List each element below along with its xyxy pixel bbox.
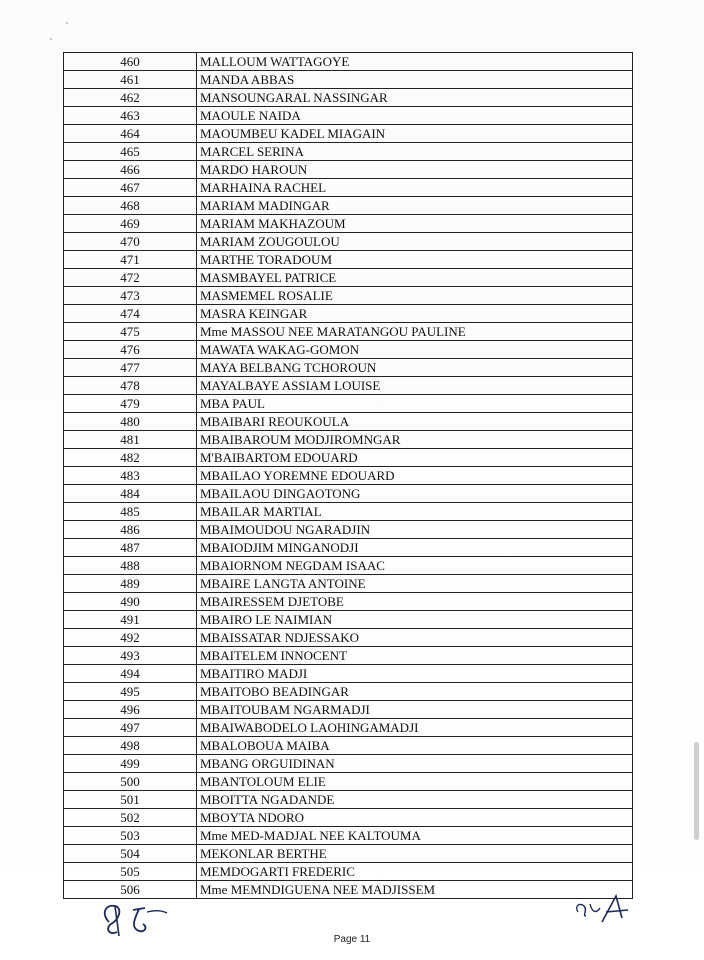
row-name: MEKONLAR BERTHE (197, 845, 633, 863)
row-name: MBAIODJIM MINGANODJI (197, 539, 633, 557)
table-row (64, 827, 633, 845)
row-name: MAYALBAYE ASSIAM LOUISE (197, 377, 633, 395)
row-name: MAYA BELBANG TCHOROUN (197, 359, 633, 377)
row-name: MBANTOLOUM ELIE (197, 773, 633, 791)
row-number: 468 (64, 197, 197, 215)
row-name: MBOITTA NGADANDE (197, 791, 633, 809)
table-row (64, 233, 633, 251)
table-row (64, 683, 633, 701)
row-number: 463 (64, 107, 197, 125)
row-name: MBAIRESSEM DJETOBE (197, 593, 633, 611)
row-number: 503 (64, 827, 197, 845)
table-row (64, 665, 633, 683)
table-row (64, 323, 633, 341)
table-row (64, 179, 633, 197)
table-row (64, 449, 633, 467)
table-row (64, 107, 633, 125)
row-number: 487 (64, 539, 197, 557)
row-number: 465 (64, 143, 197, 161)
row-number: 488 (64, 557, 197, 575)
row-number: 478 (64, 377, 197, 395)
row-name: MARHAINA RACHEL (197, 179, 633, 197)
page-number: Page 11 (333, 934, 371, 945)
row-number: 471 (64, 251, 197, 269)
table-row (64, 215, 633, 233)
row-name: MARTHE TORADOUM (197, 251, 633, 269)
row-number: 460 (64, 53, 197, 71)
row-name: MBAIRO LE NAIMIAN (197, 611, 633, 629)
row-name: MARCEL SERINA (197, 143, 633, 161)
row-number: 464 (64, 125, 197, 143)
row-number: 476 (64, 341, 197, 359)
row-number: 490 (64, 593, 197, 611)
row-name: MAOUMBEU KADEL MIAGAIN (197, 125, 633, 143)
row-name: MBOYTA NDORO (197, 809, 633, 827)
row-name: MBAILAR MARTIAL (197, 503, 633, 521)
row-number: 497 (64, 719, 197, 737)
row-name: MEMDOGARTI FREDERIC (197, 863, 633, 881)
table-row (64, 845, 633, 863)
row-name: MARDO HAROUN (197, 161, 633, 179)
row-name: MANDA ABBAS (197, 71, 633, 89)
row-name: MASMEMEL ROSALIE (197, 287, 633, 305)
table-row (64, 701, 633, 719)
row-number: 484 (64, 485, 197, 503)
row-number: 506 (64, 881, 197, 899)
table-row (64, 791, 633, 809)
table-row (64, 719, 633, 737)
table-row (64, 557, 633, 575)
table-row (64, 809, 633, 827)
table-row (64, 737, 633, 755)
row-number: 495 (64, 683, 197, 701)
row-number: 485 (64, 503, 197, 521)
row-number: 475 (64, 323, 197, 341)
row-number: 480 (64, 413, 197, 431)
row-number: 477 (64, 359, 197, 377)
table-row (64, 197, 633, 215)
row-name: Mme MED-MADJAL NEE KALTOUMA (197, 827, 633, 845)
row-name: MALLOUM WATTAGOYE (197, 53, 633, 71)
row-number: 492 (64, 629, 197, 647)
row-number: 470 (64, 233, 197, 251)
row-name: MBALOBOUA MAIBA (197, 737, 633, 755)
row-number: 501 (64, 791, 197, 809)
row-number: 481 (64, 431, 197, 449)
table-row (64, 629, 633, 647)
table-row (64, 575, 633, 593)
row-name: MBANG ORGUIDINAN (197, 755, 633, 773)
scan-speck (66, 22, 68, 24)
row-name: MBAISSATAR NDJESSAKO (197, 629, 633, 647)
table-row (64, 395, 633, 413)
table-row (64, 485, 633, 503)
row-number: 500 (64, 773, 197, 791)
row-name: MBAIRE LANGTA ANTOINE (197, 575, 633, 593)
table-row (64, 539, 633, 557)
row-number: 462 (64, 89, 197, 107)
table-row (64, 413, 633, 431)
row-number: 472 (64, 269, 197, 287)
row-name: MBAIBARI REOUKOULA (197, 413, 633, 431)
row-number: 496 (64, 701, 197, 719)
table-row (64, 251, 633, 269)
names-table-body (64, 53, 633, 899)
table-row (64, 305, 633, 323)
row-number: 486 (64, 521, 197, 539)
row-name: MBAITOUBAM NGARMADJI (197, 701, 633, 719)
table-row (64, 89, 633, 107)
row-name: MAOULE NAIDA (197, 107, 633, 125)
table-row (64, 269, 633, 287)
table-row (64, 341, 633, 359)
table-row (64, 503, 633, 521)
row-number: 483 (64, 467, 197, 485)
row-number: 499 (64, 755, 197, 773)
row-name: MBAILAOU DINGAOTONG (197, 485, 633, 503)
row-name: MANSOUNGARAL NASSINGAR (197, 89, 633, 107)
table-row (64, 593, 633, 611)
table-row (64, 161, 633, 179)
row-name: MBAILAO YOREMNE EDOUARD (197, 467, 633, 485)
signature-right-icon (572, 892, 632, 927)
row-number: 466 (64, 161, 197, 179)
row-number: 479 (64, 395, 197, 413)
row-number: 494 (64, 665, 197, 683)
row-name: MBAIORNOM NEGDAM ISAAC (197, 557, 633, 575)
table-row (64, 863, 633, 881)
row-name: MBAIMOUDOU NGARADJIN (197, 521, 633, 539)
table-row (64, 143, 633, 161)
table-row (64, 431, 633, 449)
row-number: 491 (64, 611, 197, 629)
row-number: 473 (64, 287, 197, 305)
row-number: 482 (64, 449, 197, 467)
row-number: 461 (64, 71, 197, 89)
row-name: MBAITIRO MADJI (197, 665, 633, 683)
row-number: 493 (64, 647, 197, 665)
table-row (64, 125, 633, 143)
row-name: Mme MASSOU NEE MARATANGOU PAULINE (197, 323, 633, 341)
row-number: 505 (64, 863, 197, 881)
table-row (64, 377, 633, 395)
row-number: 502 (64, 809, 197, 827)
row-name: MBA PAUL (197, 395, 633, 413)
row-name: MARIAM ZOUGOULOU (197, 233, 633, 251)
row-name: M'BAIBARTOM EDOUARD (197, 449, 633, 467)
row-name: MASRA KEINGAR (197, 305, 633, 323)
row-name: MBAIWABODELO LAOHINGAMADJI (197, 719, 633, 737)
table-row (64, 53, 633, 71)
row-name: MAWATA WAKAG-GOMON (197, 341, 633, 359)
row-name: MBAITELEM INNOCENT (197, 647, 633, 665)
row-name: MASMBAYEL PATRICE (197, 269, 633, 287)
row-name: Mme MEMNDIGUENA NEE MADJISSEM (197, 881, 633, 899)
row-number: 489 (64, 575, 197, 593)
table-row (64, 647, 633, 665)
table-row (64, 467, 633, 485)
table-row (64, 359, 633, 377)
scrollbar-thumb[interactable] (694, 742, 699, 840)
table-row (64, 755, 633, 773)
scan-speck (50, 38, 52, 40)
table-row (64, 773, 633, 791)
row-name: MARIAM MADINGAR (197, 197, 633, 215)
names-table (63, 52, 633, 899)
row-name: MBAITOBO BEADINGAR (197, 683, 633, 701)
row-number: 474 (64, 305, 197, 323)
row-name: MARIAM MAKHAZOUM (197, 215, 633, 233)
row-name: MBAIBAROUM MODJIROMNGAR (197, 431, 633, 449)
row-number: 469 (64, 215, 197, 233)
table-row (64, 611, 633, 629)
row-number: 498 (64, 737, 197, 755)
row-number: 467 (64, 179, 197, 197)
table-row (64, 287, 633, 305)
row-number: 504 (64, 845, 197, 863)
table-row (64, 71, 633, 89)
table-row (64, 521, 633, 539)
